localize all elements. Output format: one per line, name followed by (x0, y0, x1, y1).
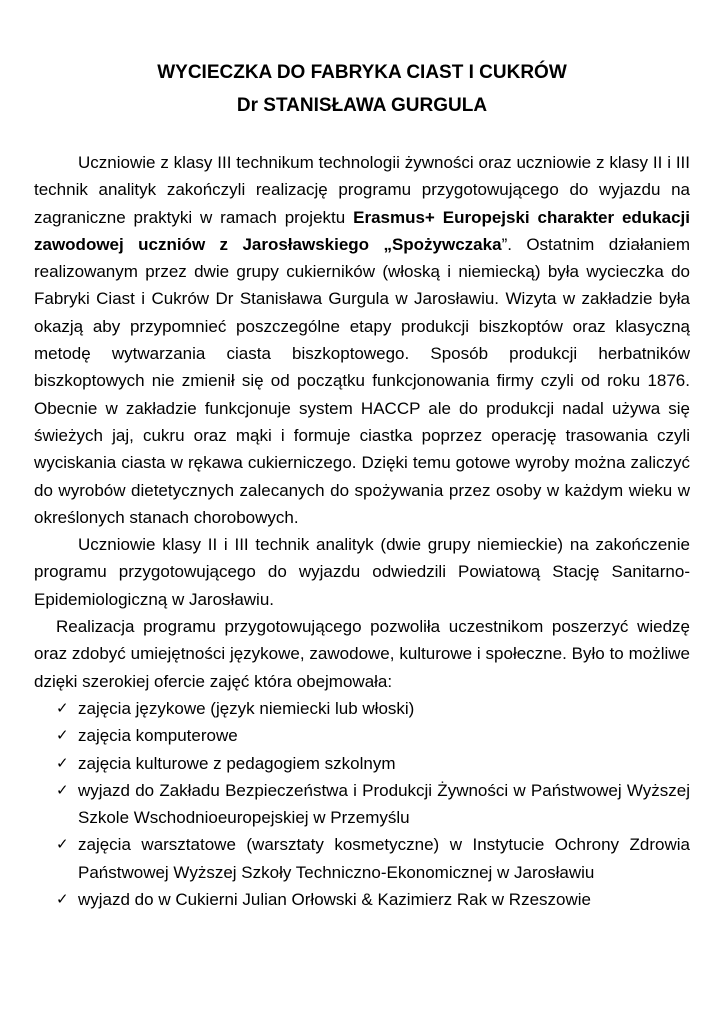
check-mark-icon: ✓ (56, 698, 69, 717)
list-item-text: zajęcia warsztatowe (warsztaty kosmetyczne) w Instytucie Ochrony Zdrowia Państwowej Wyższej Szkoły Techniczno-Ekonomicznej w Jarosławiu (78, 835, 690, 882)
check-mark-icon: ✓ (56, 890, 69, 909)
list-item-text: zajęcia kulturowe z pedagogiem szkolnym (78, 753, 396, 773)
paragraph-1-text-b: ”. Ostatnim działaniem realizowanym przez dwie grupy cukierników (włoską i niemiecką) była wycieczka do Fabryki Ciast i Cukrów Dr Stanisława Gurgula w Jarosławiu. Wizyta w zakładzie była okazją aby przypomnieć poszczególne etapy produkcji biszkoptów oraz klasyczną metodę wytwarzania ciasta biszkoptowego. Sposób produkcji herbatników biszkoptowych nie zmienił się od początku funkcjonowania firmy czyli od roku 1876. Obecnie w zakładzie funkcjonuje system HACCP ale do produkcji nadal używa się świeżych jaj, cukru oraz mąki i formuje ciastka poprzez operację trasowania czyli wyciskania ciasta w rękawa cukierniczego. Dzięki temu gotowe wyroby można zaliczyć do wyrobów dietetycznych zalecanych do spożywania przez osoby w każdym wieku w określonych stanach chorobowych. (34, 234, 690, 527)
list-item (56, 886, 690, 913)
document-page (34, 56, 690, 913)
check-mark-icon: ✓ (56, 726, 69, 745)
list-item-text: zajęcia komputerowe (78, 726, 238, 746)
paragraph-1-text-a: Uczniowie z klasy III technikum technologii żywności oraz uczniowie z klasy II i III technik analityk zakończyli realizację programu przygotowującego do wyjazdu na zagraniczne praktyki w ramach projektu (34, 153, 690, 227)
check-mark-icon: ✓ (56, 780, 69, 799)
list-item (56, 695, 690, 722)
list-item (56, 831, 690, 886)
heading-line-2: Dr STANISŁAWA GURGULA (236, 95, 488, 116)
paragraph-trip-description (34, 149, 690, 531)
check-mark-icon: ✓ (56, 835, 69, 854)
activities-checklist (34, 695, 690, 913)
project-name-bold: Erasmus+ Europejski charakter edukacji zawodowej uczniów z Jarosławskiego „Spożywczaka (34, 207, 691, 254)
paragraph-program-summary: Realizacja programu przygotowującego pozwoliła uczestnikom poszerzyć wiedzę oraz zdobyć umiejętności językowe, zawodowe, kulturowe i społeczne. Było to możliwe dzięki szerokiej ofercie zajęć która obejmowała: (34, 617, 690, 691)
list-item (56, 722, 690, 749)
list-item-text: wyjazd do Zakładu Bezpieczeństwa i Produkcji Żywności w Państwowej Wyższej Szkole Wschodnioeuropejskiej w Przemyślu (78, 780, 690, 828)
list-item (56, 777, 690, 832)
check-mark-icon: ✓ (56, 753, 69, 772)
document-heading (34, 56, 690, 122)
list-item-text: zajęcia językowe (język niemiecki lub włoski) (78, 698, 415, 718)
heading-line-1: WYCIECZKA DO FABRYKA CIAST I CUKRÓW (157, 62, 567, 83)
list-item-text: wyjazd do w Cukierni Julian Orłowski & Kazimierz Rak w Rzeszowie (78, 890, 591, 910)
paragraph-sanepid-visit: Uczniowie klasy II i III technik analityk (dwie grupy niemieckie) na zakończenie programu przygotowującego do wyjazdu odwiedzili Powiatową Stację Sanitarno-Epidemiologiczną w Jarosławiu. (34, 535, 690, 609)
list-item (56, 750, 690, 777)
